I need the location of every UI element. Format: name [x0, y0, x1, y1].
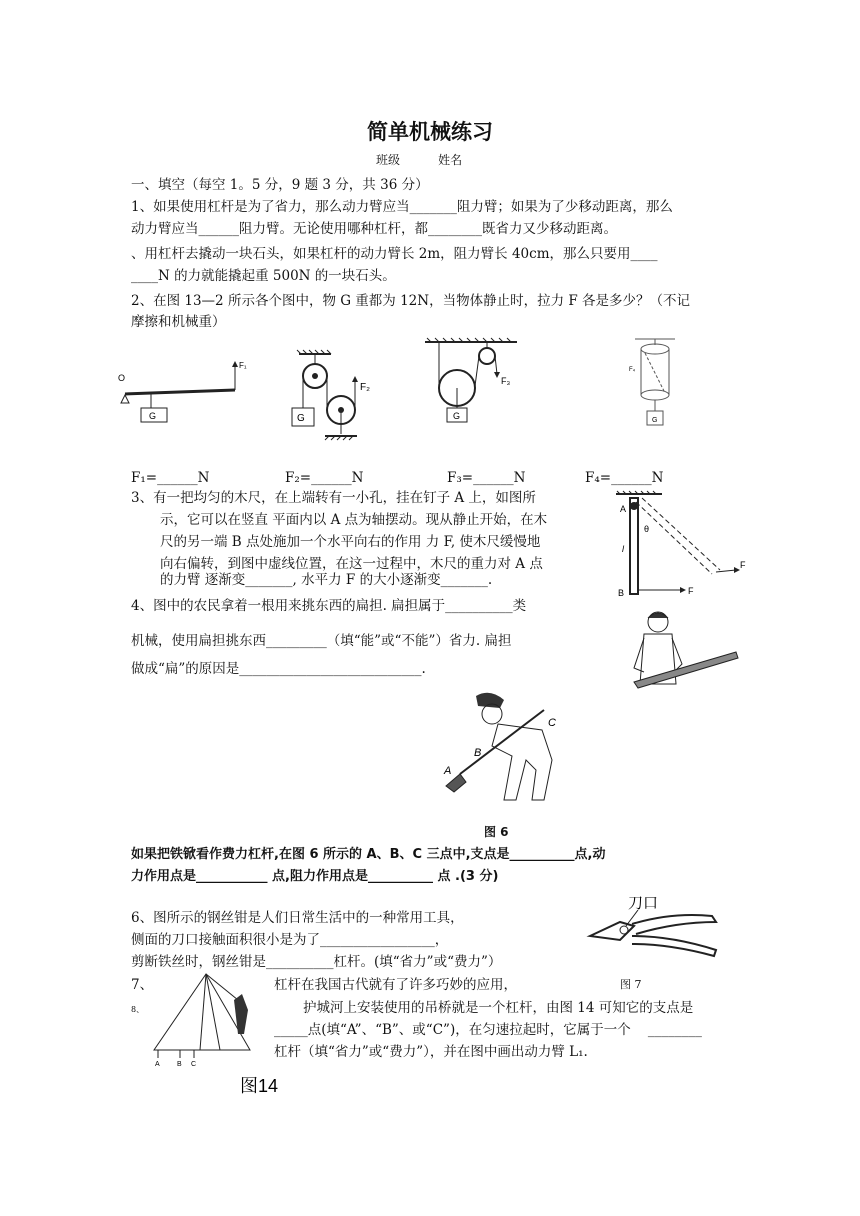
force-label-f3: F₃ — [501, 376, 511, 386]
force-label: F — [740, 560, 746, 570]
weight-label: G — [652, 417, 658, 424]
point-a-label: A — [444, 765, 452, 777]
force-label-f2: F₂ — [360, 382, 370, 393]
pulley-system-3 — [425, 338, 525, 428]
figure-14-caption: 图14 — [240, 1076, 279, 1096]
q3-line5: 的力臂 逐渐变_______, 水平力 F 的大小逐渐变_______. — [160, 572, 493, 588]
point-c-label: C — [191, 1061, 197, 1068]
q5-line1: 如果把铁锨看作费力杠杆,在图 6 所示的 A、B、C 三点中,支点是__________点,动 — [131, 847, 606, 862]
lever-diagram — [115, 355, 255, 425]
weight-label: G — [453, 411, 461, 421]
angle-label: θ — [644, 524, 650, 534]
force-label: F — [688, 586, 694, 596]
farmer-with-pole-illustration — [618, 608, 738, 688]
q1b-line1: 、用杠杆去撬动一块石头，如果杠杆的动力臂长 2m，阻力臂长 40cm，那么只要用____ — [131, 246, 658, 262]
q6-line3: 剪断铁丝时，钢丝钳是__________杠杆。(填“省力”或“费力”） — [131, 954, 502, 970]
page-title: 简单机械练习 — [367, 120, 493, 144]
ruler-diagram — [612, 490, 762, 600]
point-b-label: B — [474, 747, 482, 759]
pliers-illustration — [582, 890, 732, 960]
point-a-label: A — [620, 504, 627, 514]
point-c-label: C — [548, 717, 556, 729]
answer-f1: F₁=______N — [131, 470, 210, 486]
answer-f2: F₂=______N — [285, 470, 364, 486]
point-a-label: A — [155, 1061, 160, 1068]
q2-line2: 摩擦和机械重） — [131, 314, 226, 330]
force-label-f1: F₁ — [239, 361, 247, 370]
q5-line2: 力作用点是___________ 点,阻力作用点是__________ 点 .(3 分) — [131, 869, 499, 884]
q1b-line2: ____N 的力就能撬起重 500N 的一块石头。 — [131, 268, 396, 284]
q3-line3: 尺的另一端 B 点处施加一个水平向右的作用 力 F, 使木尺缓慢地 — [160, 534, 541, 550]
q1-line2: 动力臂应当______阻力臂。无论使用哪种杠杆，都________既省力又少移动距离。 — [131, 221, 617, 237]
class-name-line: 班级 姓名 — [376, 153, 463, 167]
q4-line1: 4、图中的农民拿着一根用来挑东西的扁担. 扁担属于__________类 — [131, 598, 527, 614]
cutting-edge-label: 刀口 — [628, 895, 659, 912]
q7-line2: 护城河上安装使用的吊桥就是一个杠杆，由图 14 可知它的支点是 — [303, 1000, 694, 1016]
q4-line2: 机械，使用扁担挑东西_________（填“能”或“不能”）省力. 扁担 — [131, 633, 512, 649]
q3-line4: 向右偏转，到图中虚线位置，在这一过程中，木尺的重力对 A 点 — [160, 556, 543, 572]
q1-line1: 1、如果使用杠杆是为了省力，那么动力臂应当_______阻力臂；如果为了少移动距离，那么 — [131, 199, 673, 215]
q3-line1: 3、有一把均匀的木尺，在上端转有一小孔，挂在钉子 A 上，如图所 — [131, 490, 536, 506]
q6-line2: 侧面的刀口接触面积很小是为了_________________， — [131, 932, 449, 948]
q6-line1: 6、图所示的钢丝钳是人们日常生活中的一种常用工具， — [131, 910, 464, 926]
q7-number: 7、 — [131, 977, 154, 993]
point-b-label: B — [618, 588, 625, 598]
q8-number: 8、 — [131, 1005, 145, 1014]
q2-line1: 2、在图 13—2 所示各个图中，物 G 重都为 12N，当物体静止时，拉力 F 各是多少？（不记 — [131, 293, 691, 309]
fulcrum-label: O — [118, 373, 126, 383]
weight-label: G — [297, 413, 305, 424]
figure-7-caption: 图 7 — [620, 978, 642, 991]
section-heading: 一、填空（每空 1。5 分，9 题 3 分，共 36 分） — [131, 177, 429, 193]
q3-line2: 示，它可以在竖直 平面内以 A 点为轴摆动。现从静止开始，在木 — [160, 512, 548, 528]
weight-label: G — [149, 411, 157, 421]
q7-line4: 杠杆（填“省力”或“费力”），并在图中画出动力臂 L₁. — [274, 1044, 588, 1060]
figure-6-caption: 图 6 — [484, 825, 509, 839]
answer-f3: F₃=______N — [447, 470, 526, 486]
pulley-system-4 — [625, 335, 685, 435]
q7-line1: 杠杆在我国古代就有了许多巧妙的应用， — [274, 977, 517, 993]
drawbridge-diagram — [150, 970, 279, 1100]
pulley-system-2 — [285, 350, 385, 450]
force-label-f4: F₄ — [629, 367, 636, 373]
q7-line3: _____点(填“A”、“B”、或“C”)，在匀速拉起时，它属于一个 ________ — [274, 1022, 702, 1038]
point-b-label: B — [177, 1061, 182, 1068]
q4-line3: 做成“扁”的原因是___________________________. — [131, 661, 426, 677]
answer-f4: F₄=______N — [585, 470, 664, 486]
worker-with-shovel-illustration — [440, 690, 580, 810]
length-label: l — [622, 544, 624, 554]
